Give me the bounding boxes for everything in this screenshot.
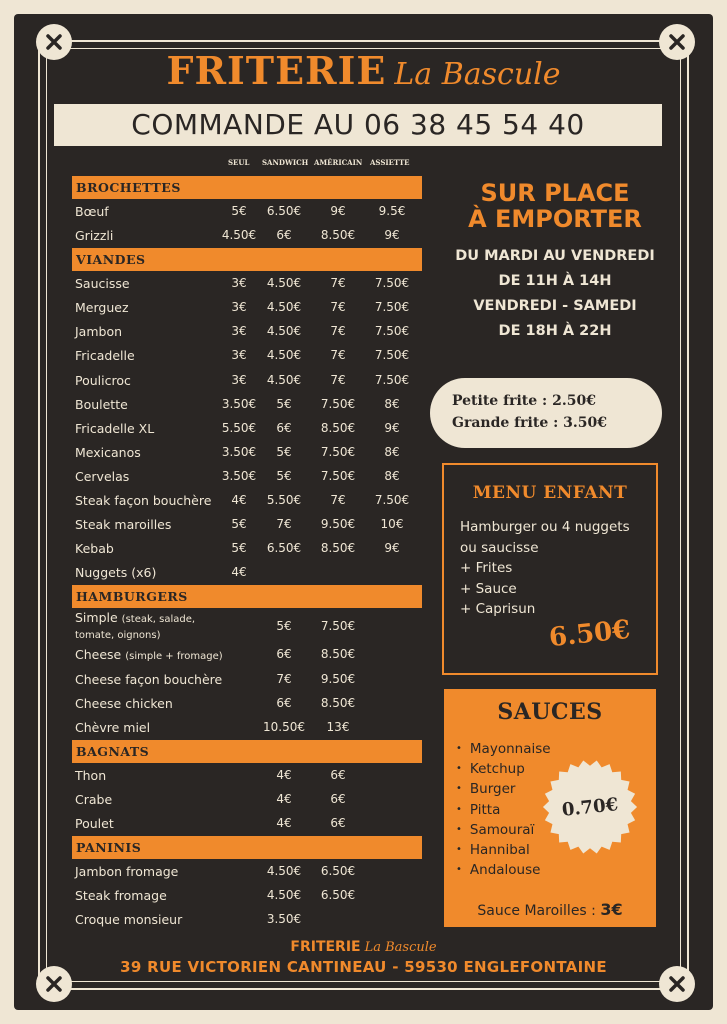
- item-price: 6.50€: [266, 541, 302, 556]
- item-name: [75, 768, 106, 783]
- menu-row: [72, 393, 422, 417]
- service-line-2: À EMPORTER: [468, 205, 642, 233]
- menu-row: [72, 609, 422, 643]
- menu-enfant-price: 6.50€: [547, 614, 632, 654]
- section-header: VIANDES: [72, 248, 422, 271]
- item-name: [75, 888, 167, 903]
- item-price: 6€: [330, 791, 346, 806]
- item-label: Chèvre miel: [75, 719, 151, 735]
- item-price: 3€: [231, 324, 247, 339]
- menu-row: [72, 908, 422, 932]
- item-label: Fricadelle: [75, 348, 135, 364]
- item-price: 8.50€: [320, 647, 356, 662]
- item-label: Jambon: [75, 324, 123, 340]
- item-name: [75, 816, 114, 831]
- sauce-list: [456, 739, 551, 880]
- item-name: [75, 672, 222, 687]
- item-label: Crabe: [75, 791, 113, 807]
- sauce-maroilles-label: Sauce Maroilles :: [477, 903, 601, 919]
- item-label: Cheese: [75, 647, 122, 663]
- section-header: PANINIS: [72, 836, 422, 859]
- item-label: Saucisse: [75, 276, 130, 292]
- item-price: 7.50€: [320, 468, 356, 483]
- item-price: 9.50€: [320, 671, 356, 686]
- item-label: Jambon fromage: [75, 864, 179, 880]
- hours-line: DE 18H À 22H: [498, 323, 612, 339]
- item-price: 6€: [330, 815, 346, 830]
- item-price: 3€: [231, 372, 247, 387]
- item-label: Cheese façon bouchère: [75, 671, 223, 687]
- item-price: 3.50€: [221, 468, 257, 483]
- menu-row: [72, 561, 422, 585]
- menu-row: [72, 465, 422, 489]
- item-price: 8.50€: [320, 541, 356, 556]
- item-price: 6€: [276, 228, 292, 243]
- item-price: 6€: [330, 767, 346, 782]
- sauce-item: • Mayonnaise: [456, 739, 551, 759]
- item-price: 7€: [330, 276, 346, 291]
- sauces-title: SAUCES: [497, 699, 603, 725]
- item-price: 5€: [231, 517, 247, 532]
- menu-enfant-title: MENU ENFANT: [472, 483, 628, 503]
- col-head-americain: AMÉRICAIN: [314, 158, 363, 167]
- item-price: 7.50€: [374, 348, 410, 363]
- service-line-1: SUR PLACE: [480, 179, 630, 207]
- sauce-maroilles-price: 3€: [600, 900, 623, 919]
- sauce-item: • Ketchup: [456, 759, 551, 779]
- item-price: 5€: [276, 444, 292, 459]
- item-price: 3€: [231, 348, 247, 363]
- menu-row: [72, 417, 422, 441]
- item-price: 4.50€: [266, 348, 302, 363]
- menu-row: [72, 369, 422, 393]
- item-price: 8€: [384, 396, 400, 411]
- item-price: 7€: [276, 671, 292, 686]
- item-price: 5.50€: [266, 493, 302, 508]
- hours-line: DU MARDI AU VENDREDI: [455, 248, 655, 264]
- item-price: 4€: [231, 493, 247, 508]
- menu-row: [72, 643, 422, 667]
- menu-row: [72, 513, 422, 537]
- footer-address: 39 RUE VICTORIEN CANTINEAU - 59530 ENGLEFONTAINE: [120, 958, 607, 976]
- menu-enfant-line: + Frites: [460, 560, 513, 576]
- col-head-assiette: ASSIETTE: [370, 158, 410, 167]
- item-price: 10€: [380, 517, 404, 532]
- menu-enfant-lines: [460, 517, 656, 620]
- item-price: 3€: [231, 300, 247, 315]
- item-label: Poulicroc: [75, 372, 131, 388]
- item-price: 7€: [330, 493, 346, 508]
- menu-row: [72, 441, 422, 465]
- item-price: 7€: [330, 372, 346, 387]
- item-name: [75, 276, 130, 291]
- item-label: Cervelas: [75, 468, 130, 484]
- item-name: [75, 696, 173, 711]
- section-header: BAGNATS: [72, 740, 422, 763]
- item-price: 4.50€: [266, 888, 302, 903]
- menu-row: [72, 272, 422, 296]
- item-price: 6€: [276, 647, 292, 662]
- sauce-price: 0.70€: [560, 793, 620, 821]
- item-price: 8€: [384, 444, 400, 459]
- item-label: Steak façon bouchère: [75, 493, 212, 509]
- item-name: [75, 324, 122, 339]
- item-label: Bœuf: [75, 204, 109, 219]
- item-price: 7.50€: [374, 300, 410, 315]
- sauce-item: • Andalouse: [456, 860, 551, 880]
- item-name: [75, 611, 195, 643]
- menu-row: [72, 860, 422, 884]
- item-name: [75, 421, 154, 436]
- menu-enfant-line: Hamburger ou 4 nuggets: [460, 519, 630, 535]
- item-price: 5.50€: [221, 420, 257, 435]
- item-price: 4€: [276, 815, 292, 830]
- item-price: 4€: [276, 767, 292, 782]
- menu-row: [72, 668, 422, 692]
- phone-banner: COMMANDE AU 06 38 45 54 40: [54, 104, 662, 146]
- title-main: FRITERIE: [166, 48, 387, 93]
- opening-hours: [430, 244, 680, 344]
- item-label: Thon: [75, 767, 107, 783]
- menu-row: [72, 344, 422, 368]
- item-name: [75, 397, 128, 412]
- title-script: La Bascule: [394, 57, 561, 92]
- service-modes: [430, 180, 680, 232]
- item-price: 3.50€: [221, 396, 257, 411]
- menu-row: [72, 716, 422, 740]
- item-label: Croque monsieur: [75, 912, 183, 928]
- sauce-item: • Samouraï: [456, 820, 551, 840]
- item-price: 6.50€: [320, 864, 356, 879]
- sauce-item: • Pitta: [456, 800, 551, 820]
- item-label: Steak fromage: [75, 888, 167, 904]
- col-head-seul: SEUL: [228, 158, 250, 167]
- item-label: Poulet: [75, 815, 114, 831]
- hours-line: VENDREDI - SAMEDI: [473, 298, 637, 314]
- item-price: 7.50€: [374, 493, 410, 508]
- item-label: Simple: [75, 610, 118, 626]
- section-header: BROCHETTES: [72, 176, 422, 199]
- item-price: 7.50€: [320, 396, 356, 411]
- item-price: 4€: [231, 565, 247, 580]
- menu-row: [72, 296, 422, 320]
- item-price: 9€: [384, 541, 400, 556]
- item-price: 7€: [276, 517, 292, 532]
- item-name: [75, 228, 113, 243]
- item-price: 4.50€: [266, 864, 302, 879]
- item-label: Kebab: [75, 541, 114, 557]
- item-note: (steak, salade,: [121, 614, 196, 626]
- item-price: 7.50€: [374, 372, 410, 387]
- item-price: 3€: [231, 276, 247, 291]
- item-price: 8.50€: [320, 228, 356, 243]
- page-title: [0, 48, 727, 93]
- item-note: (simple + fromage): [125, 651, 223, 663]
- item-label: Boulette: [75, 396, 128, 412]
- item-price: 6.50€: [266, 204, 302, 218]
- item-price: 6€: [276, 695, 292, 710]
- item-price: 5€: [276, 396, 292, 411]
- item-price: 3.50€: [266, 912, 302, 927]
- menu-row: [72, 884, 422, 908]
- large-fries: Grande frite : 3.50€: [452, 415, 607, 431]
- item-price: 4.50€: [221, 228, 257, 243]
- item-label: Grizzli: [75, 228, 114, 244]
- item-price: 9€: [384, 228, 400, 243]
- menu-row: [72, 200, 422, 224]
- item-label: Merguez: [75, 300, 129, 316]
- item-price: 5€: [276, 619, 292, 634]
- item-price: 7.50€: [320, 619, 356, 634]
- item-price: 9€: [330, 204, 346, 218]
- menu-row: [72, 812, 422, 836]
- item-price: 4.50€: [266, 300, 302, 315]
- menu-enfant-line: ou saucisse: [460, 539, 539, 556]
- footer-brand: [0, 936, 727, 955]
- item-price: 8.50€: [320, 695, 356, 710]
- item-price: 4.50€: [266, 324, 302, 339]
- item-price: 5€: [231, 204, 247, 218]
- item-price: 7.50€: [374, 324, 410, 339]
- sauce-item: • Burger: [456, 779, 551, 799]
- item-price: 9€: [384, 420, 400, 435]
- item-name: [75, 445, 141, 460]
- item-name: [75, 720, 150, 735]
- menu-row: [72, 692, 422, 716]
- item-label: Mexicanos: [75, 444, 141, 460]
- item-price: 9.50€: [320, 517, 356, 532]
- item-price: 7€: [330, 300, 346, 315]
- sauce-item: • Hannibal: [456, 840, 551, 860]
- fries-prices: [430, 378, 662, 448]
- item-price: 6.50€: [320, 888, 356, 903]
- item-note: tomate, oignons): [75, 630, 161, 642]
- item-price: 7€: [330, 348, 346, 363]
- item-price: 7€: [330, 324, 346, 339]
- small-fries: Petite frite : 2.50€: [452, 393, 596, 409]
- menu-enfant-box: [442, 463, 658, 675]
- item-price: 4.50€: [266, 372, 302, 387]
- item-name: [75, 864, 178, 879]
- item-name: [75, 565, 156, 580]
- col-head-sandwich: SANDWICH: [262, 158, 309, 167]
- item-price: 8.50€: [320, 420, 356, 435]
- item-name: [75, 469, 129, 484]
- item-label: Steak maroilles: [75, 517, 172, 533]
- item-label: Fricadelle XL: [75, 420, 155, 436]
- menu-row: [72, 764, 422, 788]
- section-header: HAMBURGERS: [72, 585, 422, 608]
- item-label: Nuggets (x6): [75, 565, 157, 581]
- item-name: [75, 647, 223, 662]
- column-headers: [0, 158, 430, 170]
- menu-enfant-line: + Sauce: [460, 580, 517, 597]
- menu-row: [72, 224, 422, 248]
- menu-enfant-line: + Caprisun: [460, 601, 536, 617]
- item-price: 9.5€: [378, 204, 406, 218]
- item-name: [75, 373, 131, 388]
- footer-brand-script: La Bascule: [364, 940, 437, 955]
- item-price: 3.50€: [221, 444, 257, 459]
- item-name: [75, 493, 211, 508]
- sauces-box: [444, 689, 656, 927]
- menu-row: [72, 489, 422, 513]
- item-price: 5€: [276, 468, 292, 483]
- menu-row: [72, 788, 422, 812]
- item-name: [75, 792, 112, 807]
- item-price: 7.50€: [320, 444, 356, 459]
- item-name: [75, 204, 109, 219]
- item-price: 10.50€: [263, 719, 305, 734]
- item-name: [75, 348, 135, 363]
- item-price: 7.50€: [374, 276, 410, 291]
- menu-row: [72, 320, 422, 344]
- price-list: [72, 176, 422, 932]
- item-price: 6€: [276, 420, 292, 435]
- item-name: [75, 912, 182, 927]
- item-name: [75, 517, 171, 532]
- item-price: 8€: [384, 468, 400, 483]
- item-name: [75, 300, 129, 315]
- item-price: 4.50€: [266, 276, 302, 291]
- item-name: [75, 541, 114, 556]
- item-price: 13€: [326, 719, 350, 734]
- menu-row: [72, 537, 422, 561]
- item-price: 4€: [276, 791, 292, 806]
- item-price: 5€: [231, 541, 247, 556]
- item-label: Cheese chicken: [75, 695, 173, 711]
- hours-line: DE 11H À 14H: [498, 273, 612, 289]
- footer-brand-main: FRITERIE: [290, 939, 361, 955]
- sauce-maroilles: [444, 900, 656, 919]
